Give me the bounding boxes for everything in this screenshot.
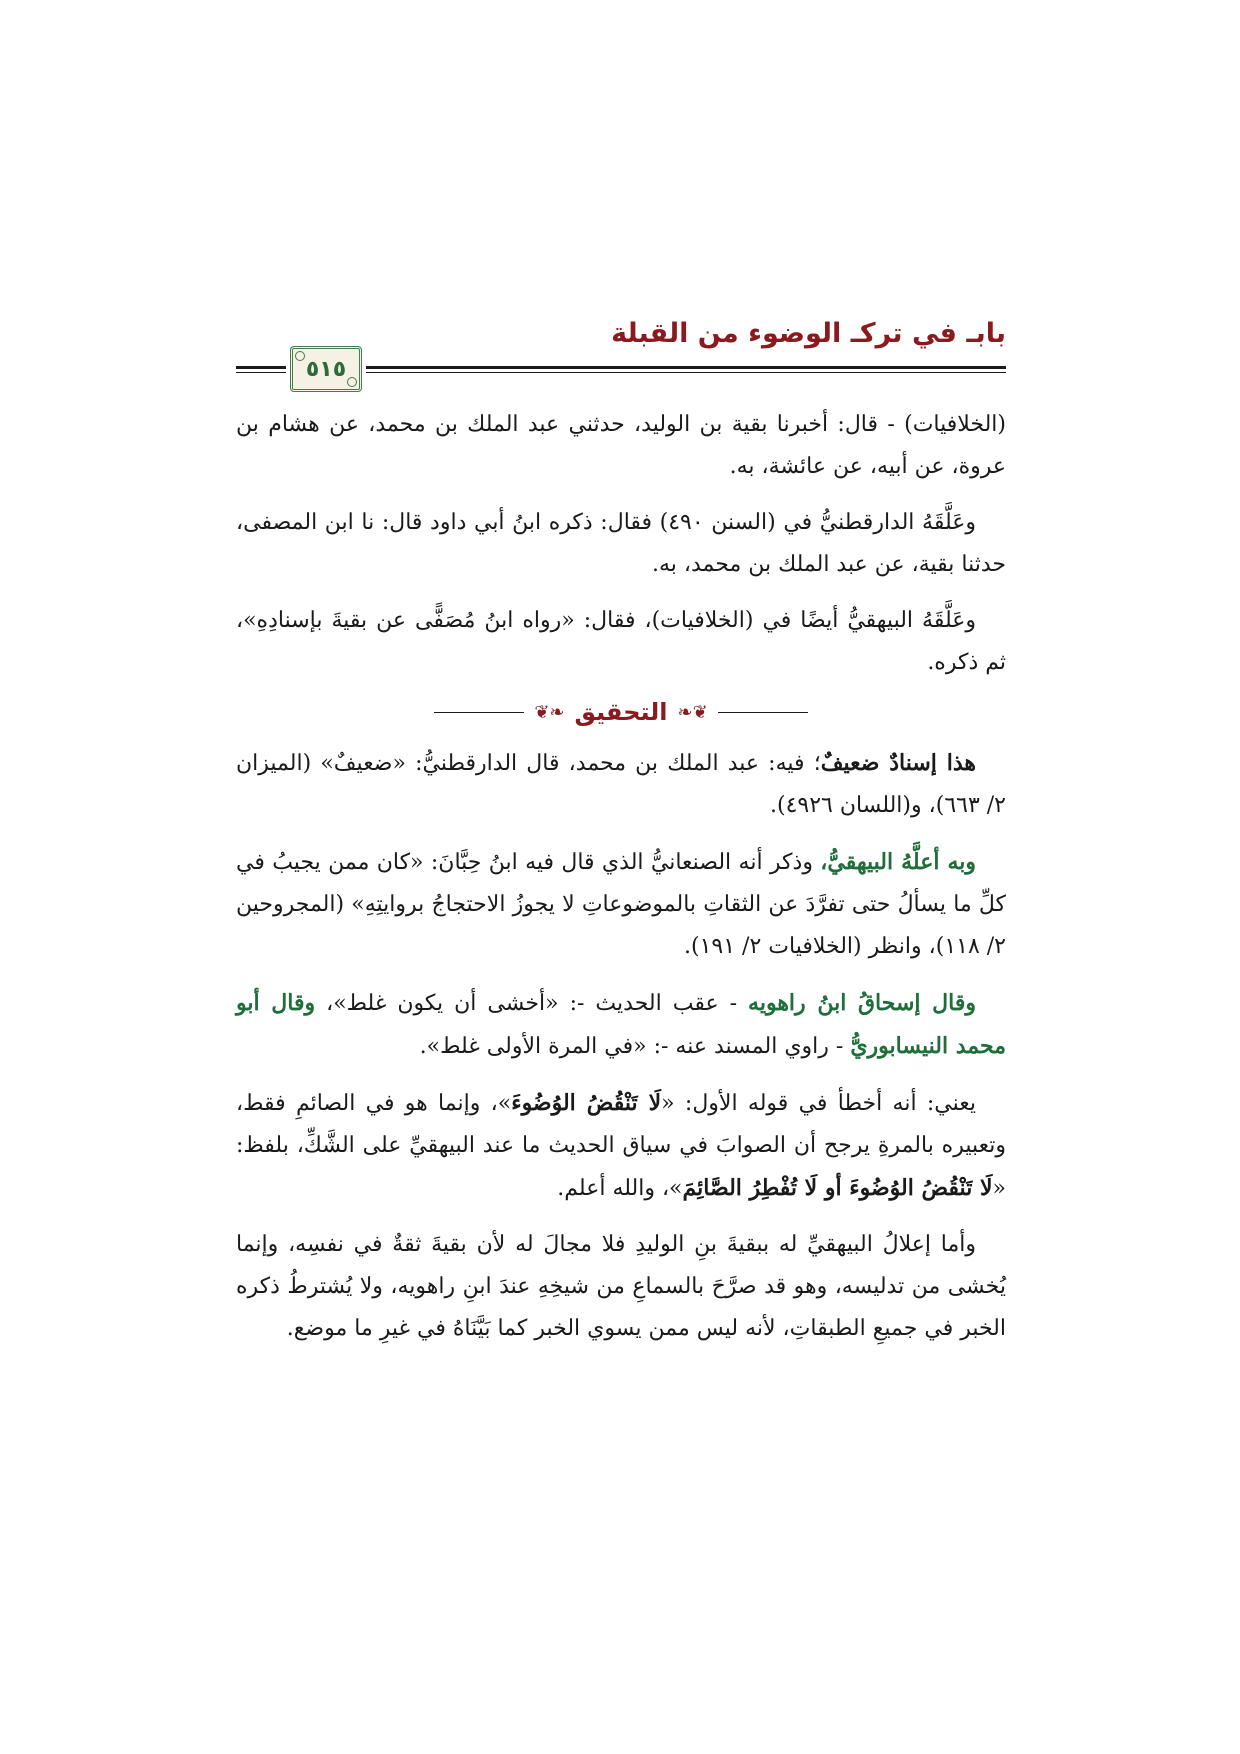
highlight-naysaburi: وقال أبو محمد النيسابوريُّ (236, 990, 1006, 1059)
paragraph-7-text-a: يعني: أنه أخطأ في قوله الأول: « (661, 1091, 976, 1116)
paragraph-6-text-b: - راوي المسند عنه -: «في المرة الأولى غلط». (419, 1034, 851, 1059)
hadith-text-1: لَا تَنْقُضُ الوُضُوءَ (511, 1090, 662, 1116)
paragraph-6-text-a: - عقب الحديث -: «أخشى أن يكون غلط»، (315, 991, 749, 1016)
paragraph-3: وعَلَّقَهُ البيهقيُّ أيضًا في (الخلافيات)، فقال: «رواه ابنُ مُصَفًّى عن بقيةَ بإسنادِهِ»، ثم ذكره. (236, 608, 1006, 675)
paragraph-5 (236, 841, 1006, 968)
paragraph-7 (236, 1082, 1006, 1210)
paragraph-7-text-b: »، وإنما هو في الصائمِ فقط، وتعبيره بالمرةِ يرجح أن الصوابَ في سياق الحديث ما عند البيهقيِّ على الشَّكِّ، بلفظ: « (236, 1091, 1006, 1201)
highlight-bayhaqi: وبه أعلَّهُ البيهقيُّ، (820, 849, 976, 875)
paragraph-8: وأما إعلالُ البيهقيِّ له ببقيةَ بنِ الوليدِ فلا مجالَ له لأن بقيةَ ثقةٌ في نفسِه، وإنما يُخشى من تدليسه، وهو قد صرَّحَ بالسماعِ من شيخِهِ عندَ ابنِ راهويه، ولا يُشترطُ ذكره الخبر في جميعِ الطبقاتِ، لأنه ليس ممن يسوي الخبر كما بَيَّنَاهُ في غيرِ ما موضع. (236, 1232, 1006, 1341)
paragraph-6 (236, 982, 1006, 1068)
divider-line-right (718, 712, 808, 713)
paragraph-7-text-c: »، والله أعلم. (557, 1176, 683, 1201)
running-title: بابـ في تركـ الوضوء من القبلة (611, 318, 1006, 349)
ornament-right-icon: ❦❧ (677, 701, 708, 723)
header-rule-left (236, 366, 286, 369)
paragraph-4 (236, 742, 1006, 827)
hadith-text-2: لَا تَنْقُضُ الوُضُوءَ أو لَا تُفْطِرُ الصَّائِمَ (682, 1175, 993, 1201)
page-number: ٥١٥ (305, 356, 347, 382)
section-divider (236, 698, 1006, 726)
isnad-verdict: هذا إسنادٌ ضعيفٌ (820, 750, 976, 776)
paragraph-1: (الخلافيات) - قال: أخبرنا بقية بن الوليد، حدثني عبد الملك بن محمد، عن هشام بن عروة، عن أبيه، عن عائشة، به. (236, 412, 1006, 479)
paragraph-2: وعَلَّقَهُ الدارقطنيُّ في (السنن ٤٩٠) فقال: ذكره ابنُ أبي داود قال: نا ابن المصفى، حدثنا بقية، عن عبد الملك بن محمد، به. (236, 510, 1006, 577)
header-rule-thin (366, 372, 1006, 373)
paragraph-4-text: ؛ فيه: عبد الملك بن محمد، قال الدارقطنيُّ: «ضعيفٌ» (الميزان ٢/ ٦٦٣)، و(اللسان ٤٩٢٦). (236, 751, 1006, 818)
paragraph-5-text: وذكر أنه الصنعانيُّ الذي قال فيه ابنُ حِبَّانَ: «كان ممن يجيبُ في كلِّ ما يسألُ حتى تفرَّدَ عن الثقاتِ بالموضوعاتِ لا يجوزُ الاحتجاجُ بروايتِهِ» (المجروحين ٢/ ١١٨)، وانظر (الخلافيات ٢/ ١٩١). (236, 850, 1006, 959)
header-rule-left-thin (236, 372, 286, 373)
section-title: التحقيق (574, 698, 668, 726)
header-rule (366, 366, 1006, 369)
ornament-left-icon: ❧❦ (534, 701, 565, 723)
divider-line-left (434, 712, 524, 713)
page-header (236, 318, 1006, 382)
body-text (236, 404, 1006, 1364)
page-number-frame (290, 346, 362, 392)
highlight-ishaq: وقال إسحاقُ ابنُ راهويه (748, 990, 976, 1016)
